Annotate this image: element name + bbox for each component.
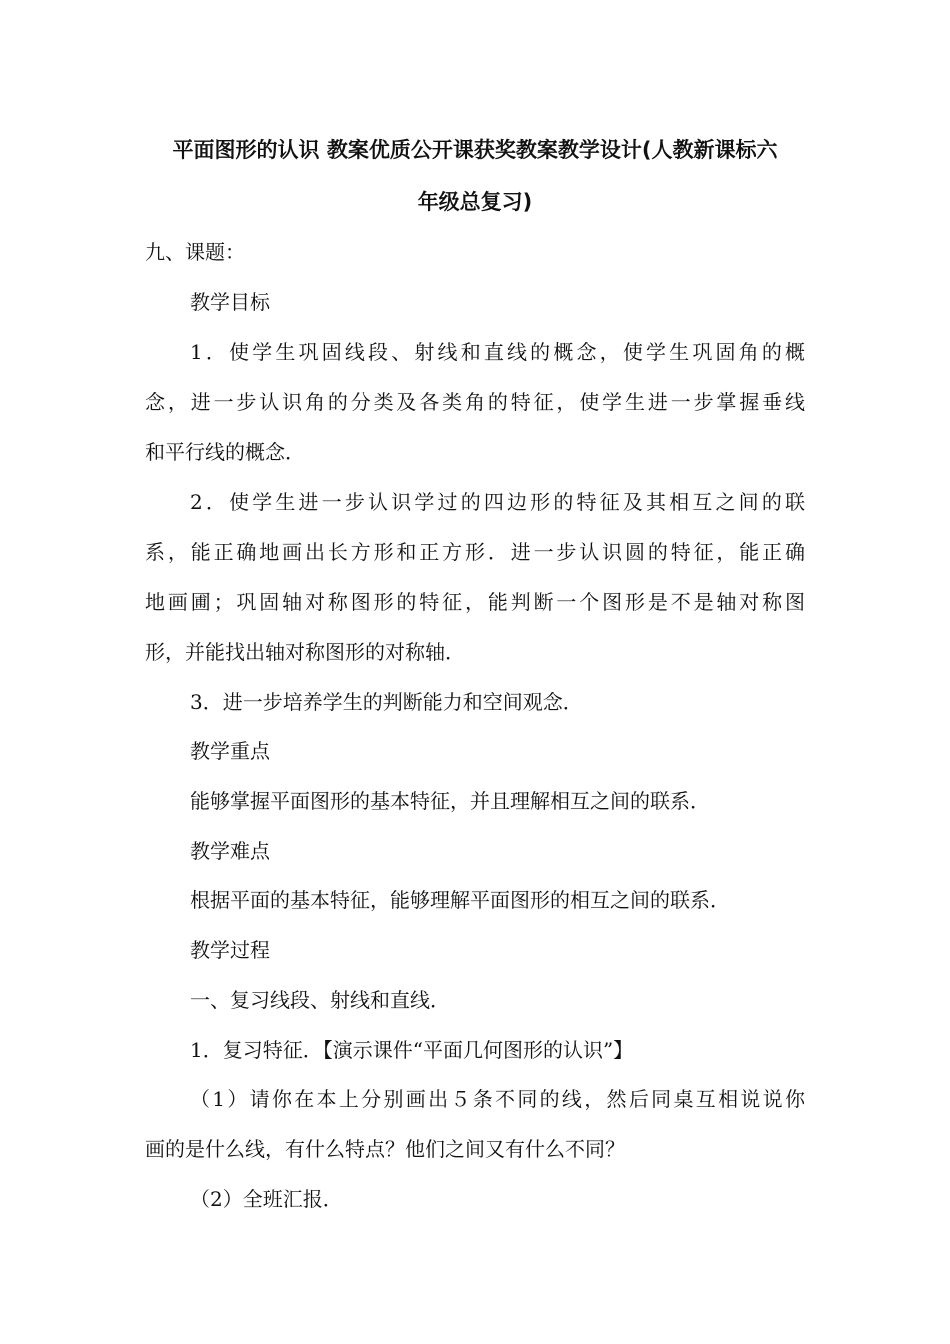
objective-1-line-3: 和平行线的概念．: [145, 440, 305, 464]
objective-3: 3．进一步培养学生的判断能力和空间观念．: [190, 690, 583, 714]
objective-2-line-2: 系，能正确地画出长方形和正方形．进一步认识圆的特征，能正确: [145, 540, 805, 564]
objective-1-line-1: 1．使学生巩固线段、射线和直线的概念，使学生巩固角的概: [190, 340, 805, 364]
key-points-text: 能够掌握平面图形的基本特征，并且理解相互之间的联系．: [190, 789, 710, 813]
objective-1-line-2: 念，进一步认识角的分类及各类角的特征，使学生进一步掌握垂线: [145, 390, 805, 414]
difficulty-text: 根据平面的基本特征，能够理解平面图形的相互之间的联系．: [190, 888, 730, 912]
objective-2-line-1: 2．使学生进一步认识学过的四边形的特征及其相互之间的联: [190, 490, 805, 514]
sub-step-2: （2）全班汇报．: [190, 1187, 343, 1211]
section-1-heading: 一、复习线段、射线和直线．: [190, 988, 450, 1012]
step-1: 1．复习特征．【演示课件“平面几何图形的认识”】: [190, 1038, 634, 1062]
document-title-line-2: 年级总复习): [417, 190, 533, 214]
lesson-topic: 九、课题：: [145, 240, 245, 264]
sub-step-1-line-2: 画的是什么线，有什么特点？他们之间又有什么不同？: [145, 1137, 625, 1161]
objective-2-line-4: 形，并能找出轴对称图形的对称轴．: [145, 640, 465, 664]
document-title-line-1: 平面图形的认识 教案优质公开课获奖教案教学设计(人教新课标六: [172, 138, 778, 162]
process-heading: 教学过程: [190, 938, 270, 962]
objective-2-line-3: 地画圃；巩固轴对称图形的特征，能判断一个图形是不是轴对称图: [145, 590, 805, 614]
key-points-heading: 教学重点: [190, 739, 270, 763]
objectives-heading: 教学目标: [190, 290, 270, 314]
difficulty-heading: 教学难点: [190, 839, 270, 863]
sub-step-1-line-1: （1）请你在本上分别画出５条不同的线，然后同桌互相说说你: [190, 1087, 805, 1111]
